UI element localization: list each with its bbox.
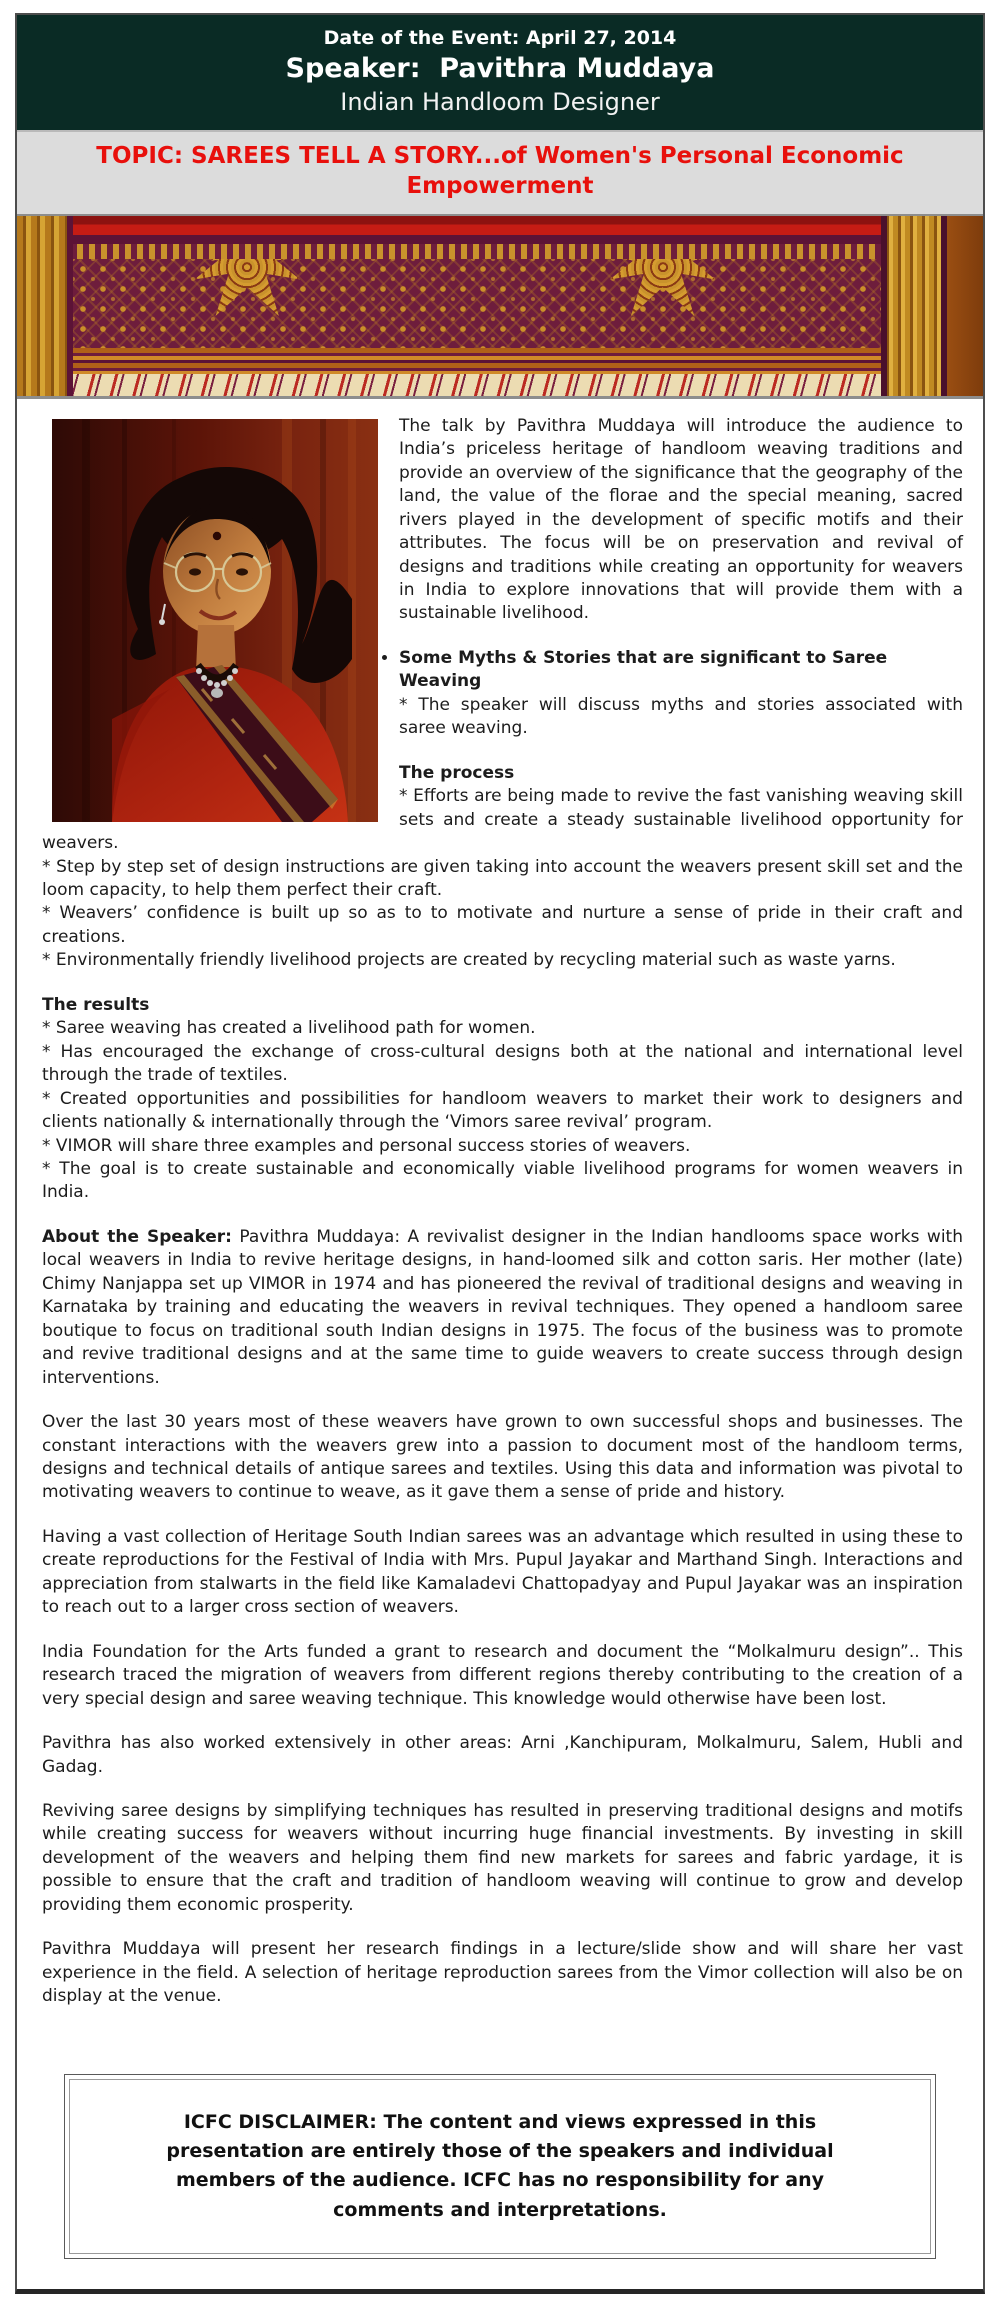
saree-banner-image	[17, 216, 983, 399]
event-flyer-page	[15, 13, 985, 2294]
results-item: * Created opportunities and possibilities for handloom weavers to market their work to designers and clients nationally & internationally through the ‘Vimors saree revival’ program.	[42, 1088, 963, 1133]
about-speaker-paragraph	[42, 1226, 963, 1390]
disclaimer-text: ICFC DISCLAIMER: The content and views expressed in this presentation are entirely those of the speakers and individual members of the audience. ICFC has no responsibility for any comments and interpretations.	[69, 2079, 931, 2255]
intro-paragraph: The talk by Pavithra Muddaya will introduce the audience to India’s priceless heritage of handloom weaving traditions and provide an overview of the significance that the geography of the land, the value of the florae and the special meaning, sacred rivers played in the development of specific motifs and their attributes. The focus will be on preservation and revival of designs and traditions while creating an opportunity for weavers in India to explore innovations that will provide them with a sustainable livelihood.	[399, 415, 963, 624]
speaker-name: Speaker: Pavithra Muddaya	[285, 52, 715, 84]
about-speaker-label: About the Speaker:	[42, 1226, 232, 1247]
results-item: * The goal is to create sustainable and economically viable livelihood programs for women weavers in India.	[42, 1158, 963, 1203]
about-speaker-text: Pavithra Muddaya: A revivalist designer in the Indian handlooms space works with local weavers in India to revive heritage designs, in hand-loomed silk and cotton saris. Her mother (late) Chimy Nanjappa set up VIMOR in 1974 and has pioneered the revival of traditional designs and weaving in Karnataka by training and educating the weavers in revival techniques. They opened a handloom saree boutique to focus on traditional south Indian designs in 1975. The focus of the business was to promote and revive traditional designs and at the same time to guide weavers to create success through design interventions.	[42, 1226, 963, 1388]
event-date: Date of the Event: April 27, 2014	[323, 27, 677, 49]
saree-cream-edge	[17, 374, 983, 396]
saree-left-gold-border	[17, 216, 73, 396]
wood-background-strip	[947, 216, 983, 396]
process-heading: The process	[399, 762, 515, 783]
results-item: * Saree weaving has created a livelihood path for women.	[42, 1018, 536, 1039]
speaker-portrait-photo	[52, 419, 378, 822]
disclaimer-box	[64, 2074, 936, 2260]
event-header	[17, 15, 983, 132]
body-paragraph: India Foundation for the Arts funded a grant to research and document the “Molkalmuru design”.. This research traced the migration of weavers from different regions thereby contributing to the creation of a very special design and saree weaving technique. This knowledge would otherwise have been lost.	[42, 1641, 963, 1709]
saree-right-gold-border	[881, 216, 947, 396]
results-item: * VIMOR will share three examples and personal success stories of weavers.	[42, 1135, 691, 1156]
process-item: * Weavers’ confidence is built up so as to to motivate and nurture a sense of pride in their craft and creations.	[42, 903, 963, 947]
body-content	[17, 399, 983, 2034]
body-paragraph: Reviving saree designs by simplifying techniques has resulted in preserving traditional designs and motifs while creating success for weavers without incurring huge financial investments. By investing in skill development of the weavers and helping them find new markets for sarees and fabric yardage, it is possible to ensure that the craft and tradition of handloom weaving will continue to grow and develop providing them economic prosperity.	[42, 1800, 963, 1915]
body-paragraph: Over the last 30 years most of these weavers have grown to own successful shops and businesses. The constant interactions with the weavers grew into a passion to document most of the handloom terms, designs and technical details of antique sarees and textiles. Using this data and information was pivotal to motivating weavers to continue to weave, as it gave them a sense of pride and history.	[42, 1412, 963, 1503]
process-item: * Environmentally friendly livelihood projects are created by recycling material such as waste yarns.	[42, 950, 896, 971]
saree-top-stripe	[17, 216, 983, 244]
saree-gold-row	[17, 244, 983, 259]
process-item: * Step by step set of design instructions are given taking into account the weavers present skill set and the loom capacity, to help them perfect their craft.	[42, 856, 963, 900]
body-paragraph: Pavithra Muddaya will present her research findings in a lecture/slide show and will share her vast experience in the field. A selection of heritage reproduction sarees from the Vimor collection will also be on display at the venue.	[42, 1939, 963, 2007]
saree-pattern-field	[73, 259, 881, 348]
speaker-role: Indian Handloom Designer	[340, 88, 660, 117]
topic-banner: TOPIC: SAREES TELL A STORY...of Women's Personal Economic Empowerment	[17, 132, 983, 216]
myths-heading: Some Myths & Stories that are significant to Saree Weaving	[399, 647, 888, 692]
body-paragraph: Pavithra has also worked extensively in other areas: Arni ,Kanchipuram, Molkalmuru, Salem, Hubli and Gadag.	[42, 1733, 963, 1777]
results-heading: The results	[42, 994, 150, 1015]
body-paragraph: Having a vast collection of Heritage South Indian sarees was an advantage which resulted in using these to create reproductions for the Festival of India with Mrs. Pupul Jayakar and Marthand Singh. Interactions and appreciation from stalwarts in the field like Kamaladevi Chattopadyay and Pupul Jayakar was an inspiration to reach out to a larger cross section of weavers.	[42, 1526, 963, 1618]
process-item: * Efforts are being made to revive the fast vanishing weaving skill sets and create a steady sustainable livelihood opportunity for weavers.	[42, 786, 963, 854]
results-item: * Has encouraged the exchange of cross-cultural designs both at the national and international level through the trade of textiles.	[42, 1041, 963, 1086]
saree-bottom-stripes	[17, 348, 983, 374]
myths-item: * The speaker will discuss myths and stories associated with saree weaving.	[399, 694, 963, 739]
